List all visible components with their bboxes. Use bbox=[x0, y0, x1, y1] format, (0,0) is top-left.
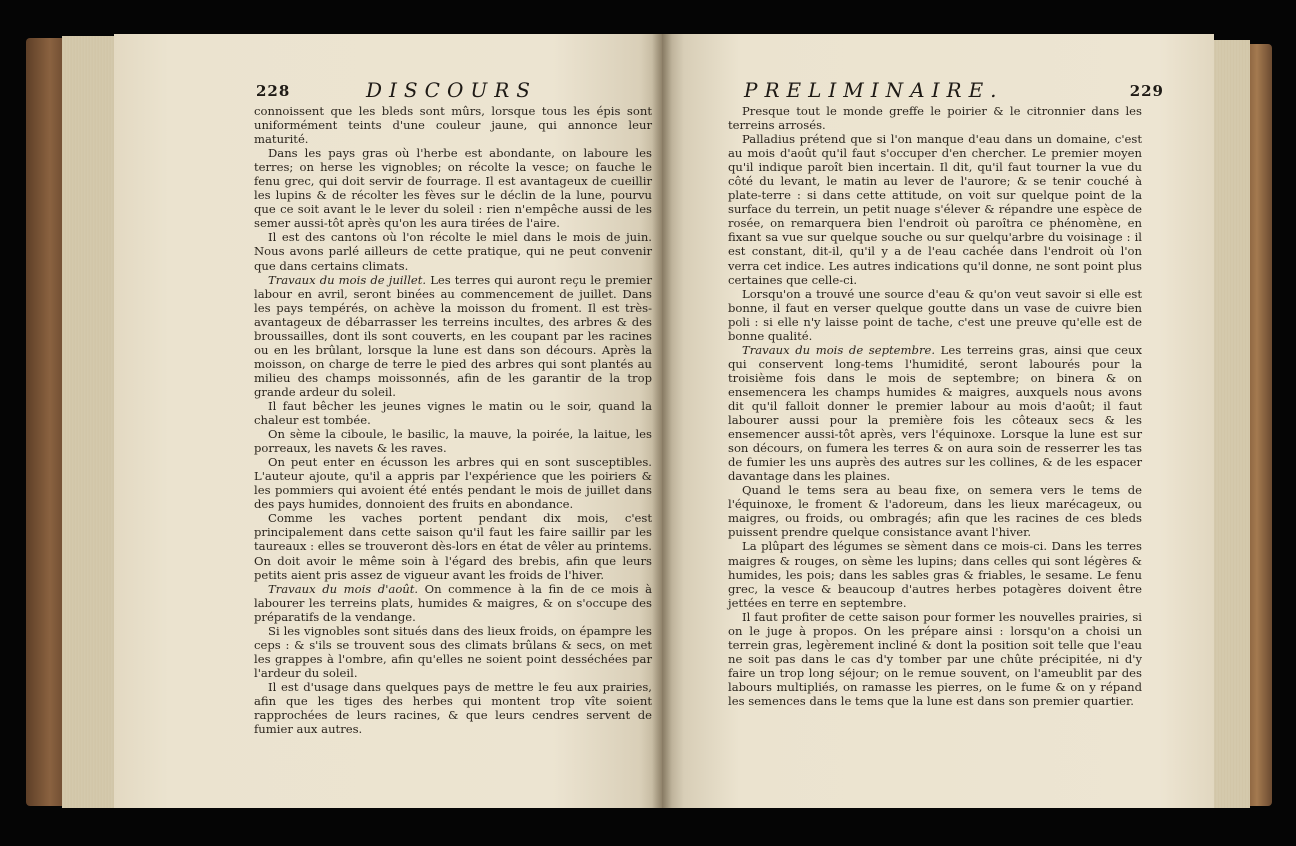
paragraph bbox=[254, 511, 652, 581]
page-number: 228 bbox=[256, 82, 291, 100]
paragraph-text: Il faut bêcher les jeunes vignes le matin ou le soir, quand la chaleur est tombée. bbox=[254, 398, 652, 428]
paragraph bbox=[254, 230, 652, 272]
left-page-text bbox=[254, 104, 652, 736]
paragraph bbox=[254, 427, 652, 455]
paragraph bbox=[254, 399, 652, 427]
running-head: DISCOURS bbox=[366, 78, 537, 102]
left-page bbox=[114, 34, 662, 808]
section-heading: Travaux du mois de septembre. bbox=[742, 342, 936, 357]
paragraph-text: Comme les vaches portent pendant dix mois, c'est principalement dans cette saison qu'il faut les faire saillir par les taureaux : elles se trouveront dès-lors en état de vêler au printems. On doit avoir le même soin à l'égard des brebis, afin que leurs petits aient pris assez de vigueur avant les froids de l'hiver. bbox=[254, 511, 652, 582]
left-page-header bbox=[256, 78, 656, 104]
paragraph bbox=[728, 104, 1142, 132]
paragraph-text: La plûpart des légumes se sèment dans ce mois-ci. Dans les terres maigres & rouges, on sème les lupins; dans celles qui sont légères & humides, les pois; dans les sables gras & friables, le sesame. Le fenu grec, la vesce & beaucoup d'autres herbes potagères doivent être jettées en terre en septembre. bbox=[728, 539, 1142, 610]
paragraph bbox=[254, 582, 652, 624]
page-edges-left bbox=[62, 36, 118, 808]
right-page-text bbox=[728, 104, 1142, 708]
paragraph-text: On sème la ciboule, le basilic, la mauve, la poirée, la laitue, les porreaux, les navets & les raves. bbox=[254, 427, 652, 456]
paragraph bbox=[728, 539, 1142, 609]
paragraph-text: Lorsqu'on a trouvé une source d'eau & qu'on veut savoir si elle est bonne, il faut en verser quelque goutte dans un vase de cuivre bien poli : si elle n'y laisse point de tache, c'est une preuve qu'elle est de bonne qualité. bbox=[728, 286, 1142, 343]
paragraph bbox=[728, 483, 1142, 539]
book-gutter bbox=[652, 34, 672, 808]
paragraph-text: On peut enter en écusson les arbres qui en sont susceptibles. L'auteur ajoute, qu'il a appris par l'expérience que les poiriers & les pommiers qui avoient été entés pendant le mois de juillet dans des pays humides, donnoient des fruits en abondance. bbox=[254, 455, 652, 512]
page-number: 229 bbox=[1129, 82, 1164, 100]
paragraph-text: Si les vignobles sont situés dans des lieux froids, on épampre les ceps : & s'ils se trouvent sous des climats brûlans & secs, on met les grappes à l'ombre, afin qu'elles ne soient point desséchées par l'ardeur du soleil. bbox=[254, 623, 652, 680]
section-heading: Travaux du mois de juillet. bbox=[268, 272, 427, 287]
paragraph bbox=[728, 287, 1142, 343]
page-edges-right bbox=[1212, 40, 1250, 808]
paragraph bbox=[728, 132, 1142, 287]
paragraph bbox=[254, 273, 652, 399]
book-cover-left bbox=[26, 38, 66, 806]
paragraph-text: Les terreins gras, ainsi que ceux qui conservent long-tems l'humidité, seront labourés pour la troisième fois dans le mois de septembre; on binera & on ensemencera les champs humides & maigres, auxquels nous avons dit qu'il falloit donner le premier labour au mois d'août; il faut labourer aussi pour la première fois les côteaux secs & les ensemencer aussi-tôt après, vers l'équinoxe. Lorsque la lune est sur son décours, on fumera les terres & on aura soin de resserrer les tas de fumier les uns auprès des autres sur les collines, & de les espacer davantage dans les plaines. bbox=[728, 342, 1142, 484]
paragraph bbox=[254, 104, 652, 146]
paragraph bbox=[728, 343, 1142, 483]
paragraph-text: Quand le tems sera au beau fixe, on semera vers le tems de l'équinoxe, le froment & l'adoreum, dans les lieux marécageux, ou maigres, ou froids, ou ombragés; afin que les racines de ces bleds puissent prendre quelque consistance avant l'hiver. bbox=[728, 483, 1142, 540]
paragraph-text: Il est des cantons où l'on récolte le miel dans le mois de juin. Nous avons parlé ailleurs de cette pratique, qui ne peut convenir que dans certains climats. bbox=[254, 230, 652, 273]
paragraph-text: Dans les pays gras où l'herbe est abondante, on laboure les terres; on herse les vignobles; on récolte la vesce; on fauche le fenu grec, qui doit servir de fourrage. Il est avantageux de cueillir les lupins & de récolter les fèves sur le déclin de la lune, pourvu que ce soit avant le le lever du soleil : rien n'empêche aussi de les semer aussi-tôt après qu'on les aura tirées de l'aire. bbox=[254, 146, 652, 231]
paragraph-text: On commence à la fin de ce mois à labourer les terreins plats, humides & maigres, & on s'occupe des préparatifs de la vendange. bbox=[254, 581, 652, 624]
paragraph bbox=[254, 680, 652, 736]
section-heading: Travaux du mois d'août. bbox=[268, 581, 419, 596]
paragraph-text: connoissent que les bleds sont mûrs, lorsque tous les épis sont uniformément teints d'une couleur jaune, qui annonce leur maturité. bbox=[254, 104, 652, 147]
paragraph bbox=[728, 610, 1142, 708]
paragraph-text: Il est d'usage dans quelques pays de mettre le feu aux prairies, afin que les tiges des herbes qui montent trop vîte soient rapprochées de leurs racines, & que leurs cendres servent de fumier aux autres. bbox=[254, 679, 652, 737]
paragraph-text: Il faut profiter de cette saison pour former les nouvelles prairies, si on le juge à propos. On les prépare ainsi : lorsqu'on a choisi un terrein gras, legèrement incliné & dont la position soit telle que l'eau ne soit pas dans le cas d'y tomber par une chûte précipitée, ni d'y faire un trop long séjour; on le remue souvent, on l'ameublit par des labours multipliés, on ramasse les pierres, on le fume & on y répand les semences dans le tems que la lune est dans son premier quartier. bbox=[728, 609, 1142, 708]
right-page-header bbox=[744, 78, 1164, 104]
paragraph bbox=[254, 624, 652, 680]
open-book bbox=[26, 34, 1272, 810]
paragraph-text: Les terres qui auront reçu le premier labour en avril, seront binées au commencement de juillet. Dans les pays tempérés, on achève la moisson du froment. Il est très-avantageux de débarrasser les terreins incultes, des arbres & des broussailles, dont ils sont couverts, en les coupant par les racines ou en les brûlant, lorsque la lune est dans son décours. Après la moisson, on charge de terre le pied des arbres qui sont plantés au milieu des champs moissonnés, afin de les garantir de la trop grande ardeur du soleil. bbox=[254, 272, 652, 399]
running-head: PRELIMINAIRE. bbox=[744, 78, 1004, 102]
paragraph-text: Presque tout le monde greffe le poirier & le citronnier dans les terreins arrosés. bbox=[728, 104, 1142, 133]
paragraph bbox=[254, 146, 652, 230]
paragraph-text: Palladius prétend que si l'on manque d'eau dans un domaine, c'est au mois d'août qu'il faut s'occuper d'en chercher. Le premier moyen qu'il indique paroît bien incertain. Il dit, qu'il faut tourner la vue du côté du levant, le matin au lever de l'aurore; & se tenir couché à plate-terre : si dans cette attitude, on voit sur quelque point de la surface du terrein, un petit nuage s'élever & répandre une espèce de rosée, on remarquera bien l'endroit où paroîtra ce phénomène, en fixant sa vue sur quelque souche ou sur quelqu'arbre du voisinage : il est constant, dit-il, qu'il y a de l'eau cachée dans l'endroit où l'on verra cet indice. Les autres indications qu'il donne, ne sont point plus certaines que celle-ci. bbox=[728, 132, 1142, 287]
paragraph bbox=[254, 455, 652, 511]
right-page bbox=[662, 34, 1214, 808]
